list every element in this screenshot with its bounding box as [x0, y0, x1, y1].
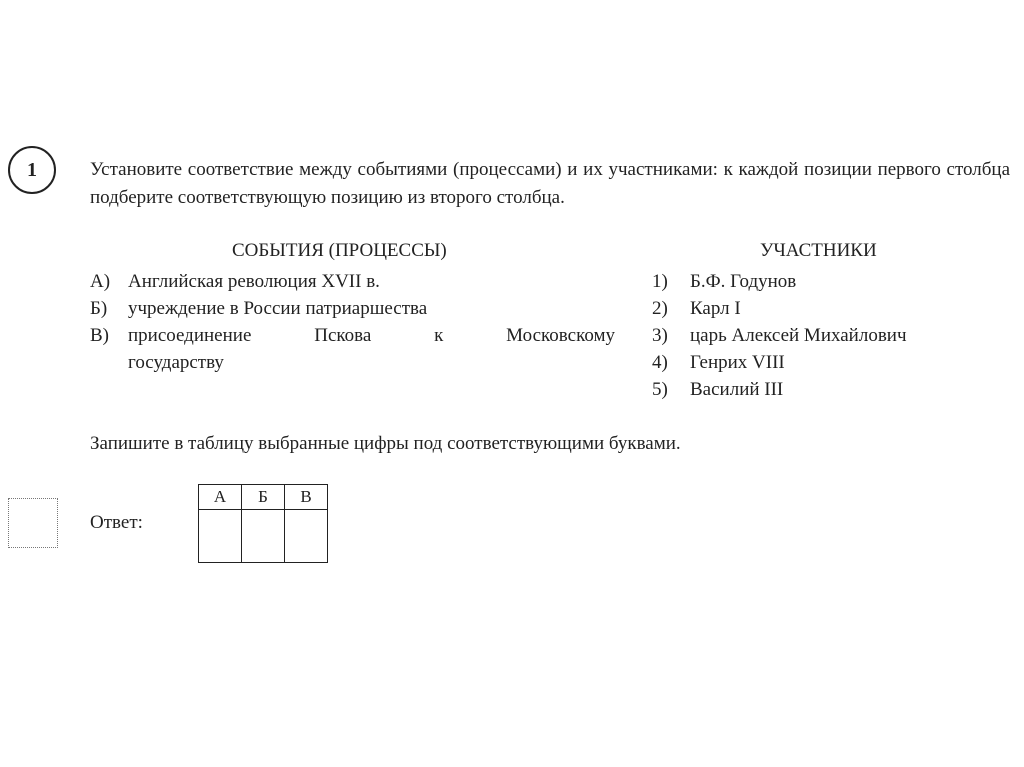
task-number-badge — [8, 146, 56, 194]
participant-marker: 5) — [652, 379, 668, 400]
event-text-continuation: государству — [128, 352, 224, 373]
write-instruction: Запишите в таблицу выбранные цифры под соответствующими буквами. — [90, 433, 681, 454]
answer-cell-a[interactable] — [199, 510, 242, 563]
participant-item-1 — [652, 268, 992, 295]
participant-item-4 — [652, 349, 992, 376]
event-text: Английская революция XVII в. — [128, 271, 380, 292]
participants-list — [652, 268, 992, 403]
task-instruction: Установите соответствие между событиями (процессами) и их участниками: к каждой позиции первого столбца подберите соответствующую позицию из второго столбца. — [90, 159, 1010, 208]
event-text: присоединение Пскова к Московскому — [128, 325, 615, 346]
event-marker: А) — [90, 271, 111, 292]
answer-label: Ответ: — [90, 512, 143, 533]
event-item-a — [90, 268, 615, 295]
task-number: 1 — [27, 158, 37, 181]
answer-cell-b[interactable] — [242, 510, 285, 563]
participants-heading: УЧАСТНИКИ — [760, 240, 877, 261]
answer-header-row — [199, 485, 328, 510]
event-text: учреждение в России патриаршества — [128, 298, 428, 319]
events-list — [90, 268, 615, 376]
participant-text: Генрих VIII — [690, 352, 785, 373]
participant-item-5 — [652, 376, 992, 403]
participant-marker: 4) — [652, 352, 668, 373]
participant-text: Б.Ф. Годунов — [690, 271, 797, 292]
answer-check-box — [8, 498, 58, 548]
events-heading: СОБЫТИЯ (ПРОЦЕССЫ) — [232, 240, 447, 261]
participant-text: Карл I — [690, 298, 741, 319]
participant-text: Василий III — [690, 379, 784, 400]
answer-table — [198, 484, 328, 563]
participant-marker: 3) — [652, 325, 668, 346]
answer-value-row — [199, 510, 328, 563]
event-item-v — [90, 322, 615, 349]
answer-cell-v[interactable] — [285, 510, 328, 563]
answer-column-v: В — [285, 485, 328, 510]
participant-text: царь Алексей Михайлович — [690, 325, 907, 346]
event-item-b — [90, 295, 615, 322]
participant-item-2 — [652, 295, 992, 322]
participant-marker: 1) — [652, 271, 668, 292]
answer-column-b: Б — [242, 485, 285, 510]
event-marker: Б) — [90, 298, 108, 319]
participant-item-3 — [652, 322, 992, 349]
event-marker: В) — [90, 325, 109, 346]
participant-marker: 2) — [652, 298, 668, 319]
answer-column-a: А — [199, 485, 242, 510]
